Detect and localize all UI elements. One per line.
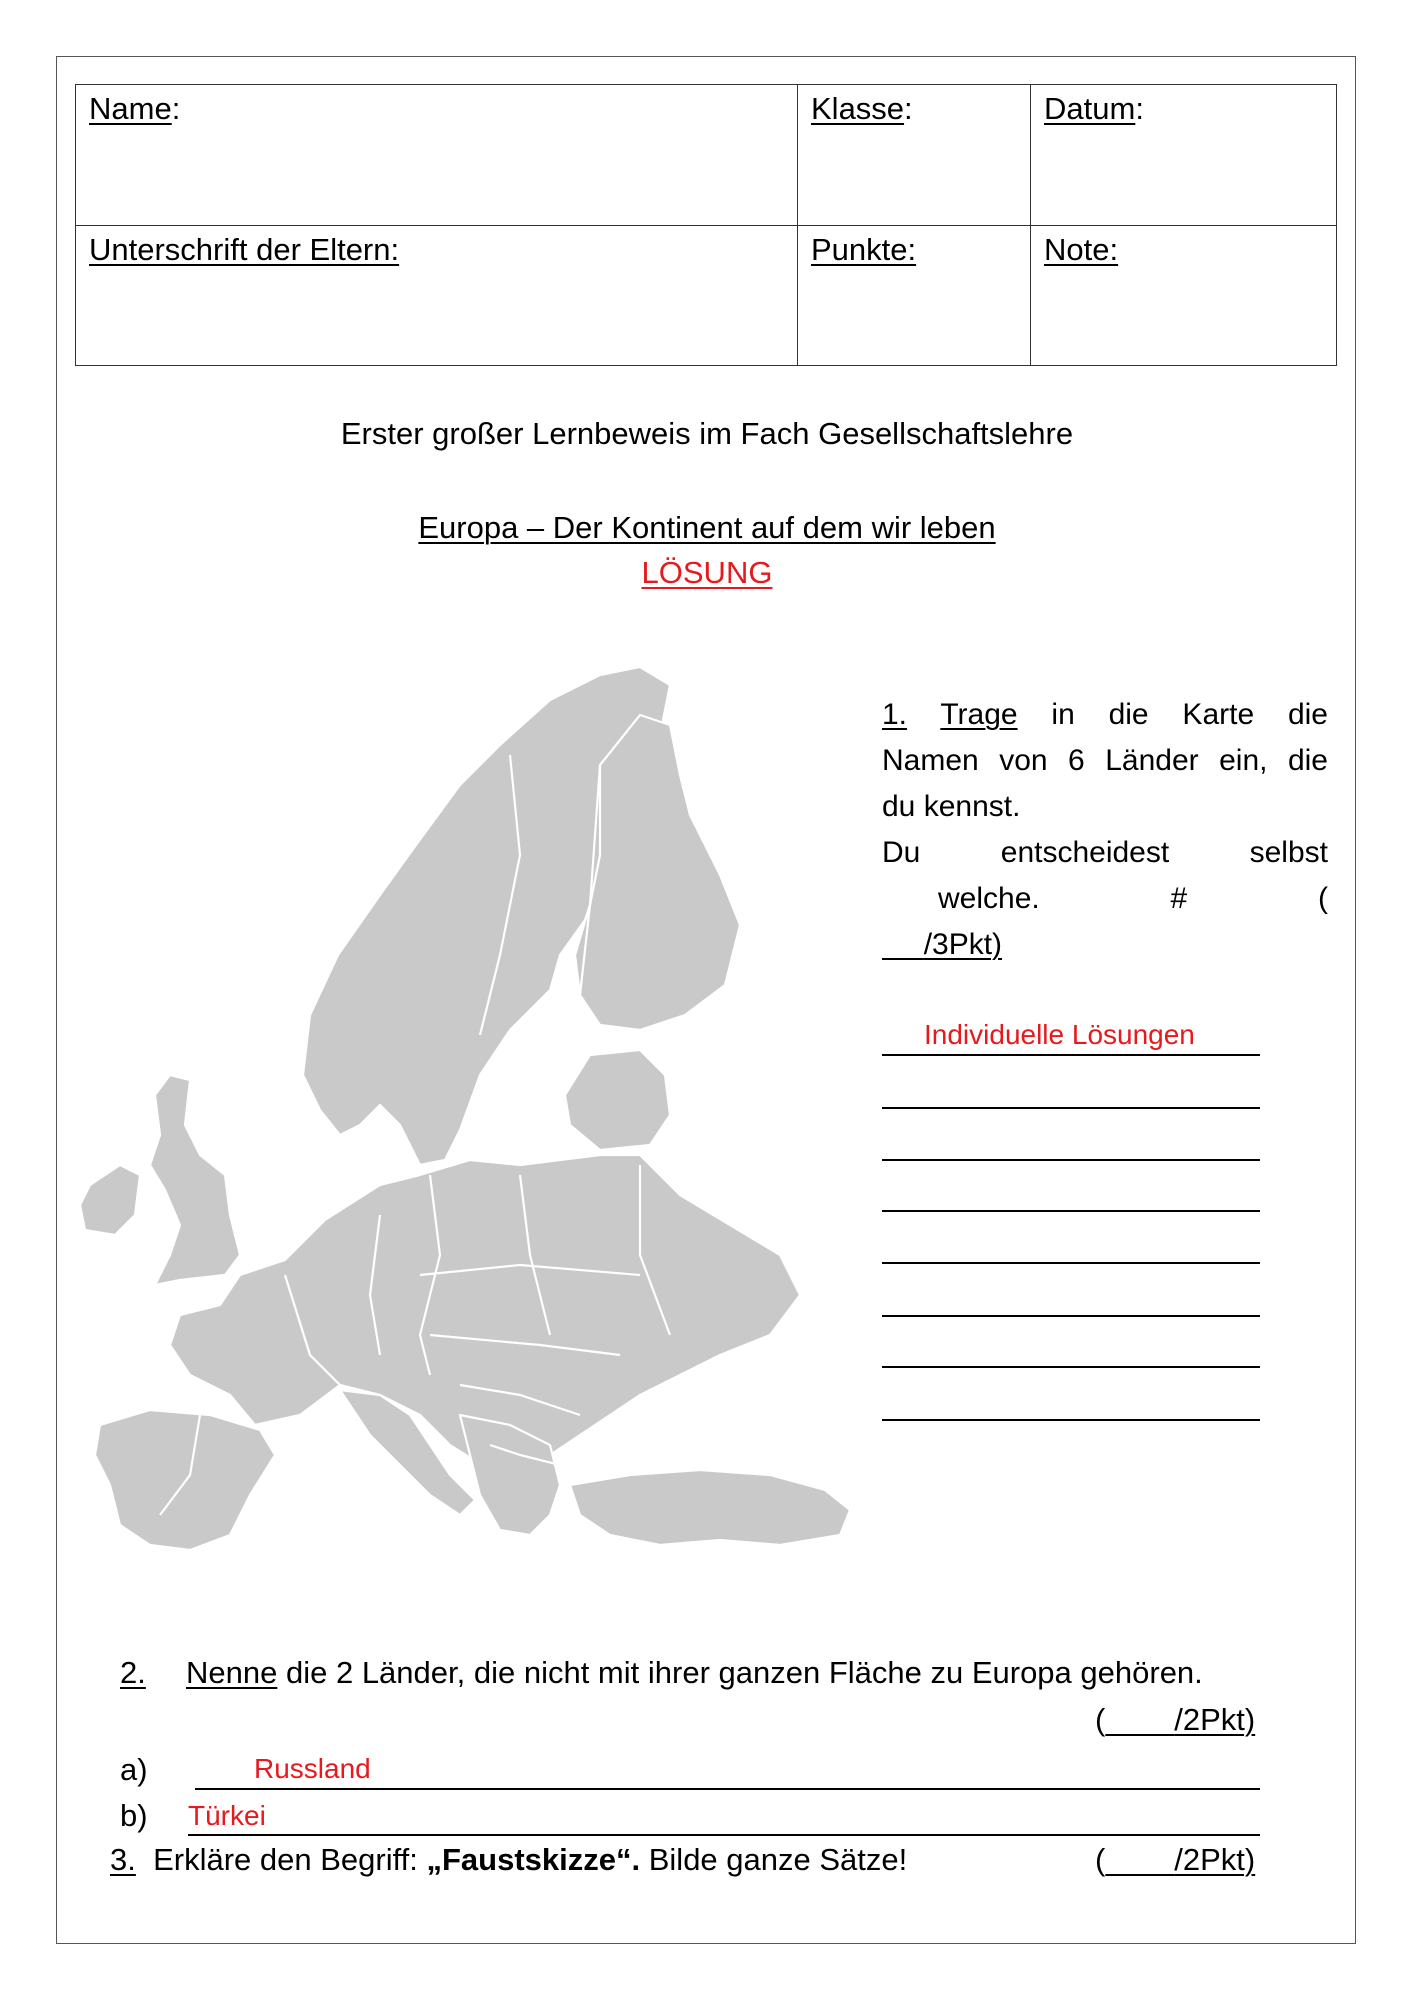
answer-line-2[interactable] xyxy=(882,1107,1260,1109)
task2-points-open: ( xyxy=(1095,1702,1106,1737)
answer-line-4[interactable] xyxy=(882,1210,1260,1212)
task2-question xyxy=(186,1655,1203,1691)
task1-block xyxy=(882,692,1328,968)
task3-text-pre: Erkläre den Begriff: xyxy=(153,1842,427,1877)
task2-points xyxy=(1095,1702,1255,1738)
task1-text-a: in die Karte die xyxy=(1051,698,1328,731)
answer-line-8[interactable] xyxy=(882,1419,1260,1421)
note-cell[interactable] xyxy=(1031,225,1337,366)
datum-label: Datum xyxy=(1044,91,1136,126)
task2-a-answer: Russland xyxy=(254,1753,371,1784)
task1-line1 xyxy=(882,692,1328,738)
answer-line-1[interactable] xyxy=(882,1054,1260,1056)
answer-line-5[interactable] xyxy=(882,1262,1260,1264)
name-label: Name xyxy=(89,91,172,126)
task3-term: „Faustskizze“. xyxy=(426,1842,641,1877)
punkte-cell[interactable] xyxy=(798,225,1031,366)
exam-title: Erster großer Lernbeweis im Fach Gesellschaftslehre xyxy=(340,416,1074,451)
task2-points-value: /2Pkt) xyxy=(1174,1702,1256,1737)
topic-title xyxy=(0,510,1414,546)
name-cell[interactable]: Name: xyxy=(76,85,798,226)
task3-points-open: ( xyxy=(1095,1842,1106,1877)
task1-line3: du kennst. xyxy=(882,790,1021,823)
klasse-label: Klasse xyxy=(811,91,905,126)
task1-points xyxy=(882,922,1328,968)
unterschrift-label: Unterschrift der Eltern: xyxy=(89,231,400,267)
task1-points-text: /3Pkt) xyxy=(923,928,1003,961)
solution-label-text: LÖSUNG xyxy=(641,555,773,590)
task2-b-label: b) xyxy=(120,1798,148,1833)
task3-question xyxy=(110,1842,907,1878)
task3-points xyxy=(1095,1842,1255,1878)
datum-cell[interactable]: Datum: xyxy=(1031,85,1337,226)
task3-number: 3. xyxy=(110,1842,136,1877)
task1-paren-open: ( xyxy=(1318,882,1328,915)
note-label: Note: xyxy=(1044,231,1119,267)
task1-line2: Namen von 6 Länder ein, die xyxy=(882,744,1328,777)
task1-text-e: welche. # xyxy=(938,882,1188,915)
klasse-cell[interactable]: Klasse: xyxy=(798,85,1031,226)
europe-map xyxy=(80,655,865,1555)
task2-text: die 2 Länder, die nicht mit ihrer ganzen Fläche zu Europa gehören. xyxy=(285,1655,1203,1690)
task3-points-text xyxy=(1105,1842,1255,1877)
unterschrift-cell[interactable] xyxy=(76,225,798,366)
task2-points-text xyxy=(1105,1702,1255,1737)
answer-line-7[interactable] xyxy=(882,1366,1260,1368)
task3-points-value: /2Pkt) xyxy=(1174,1842,1256,1877)
task2-number xyxy=(120,1655,146,1691)
task1-verb: Trage xyxy=(940,698,1018,731)
task1-answer: Individuelle Lösungen xyxy=(924,1019,1195,1050)
task1-number: 1. xyxy=(882,698,908,731)
task1-line4: Du entscheidest selbst xyxy=(882,836,1328,869)
task2-verb: Nenne xyxy=(186,1655,278,1690)
task3-text-post: Bilde ganze Sätze! xyxy=(640,1842,908,1877)
task2-number-text: 2. xyxy=(120,1655,146,1690)
task1-line5 xyxy=(882,876,1328,922)
student-info-table xyxy=(75,84,1337,366)
europe-landmass xyxy=(80,667,850,1550)
answer-line-3[interactable] xyxy=(882,1159,1260,1161)
task2-b-line[interactable] xyxy=(188,1834,1260,1836)
solution-label xyxy=(0,555,1414,591)
task2-a-label: a) xyxy=(120,1752,148,1787)
punkte-label: Punkte: xyxy=(811,231,917,267)
task2-b-answer: Türkei xyxy=(188,1800,266,1831)
task2-a-line[interactable] xyxy=(195,1788,1260,1790)
topic-title-text: Europa – Der Kontinent auf dem wir leben xyxy=(418,510,996,545)
answer-line-6[interactable] xyxy=(882,1315,1260,1317)
